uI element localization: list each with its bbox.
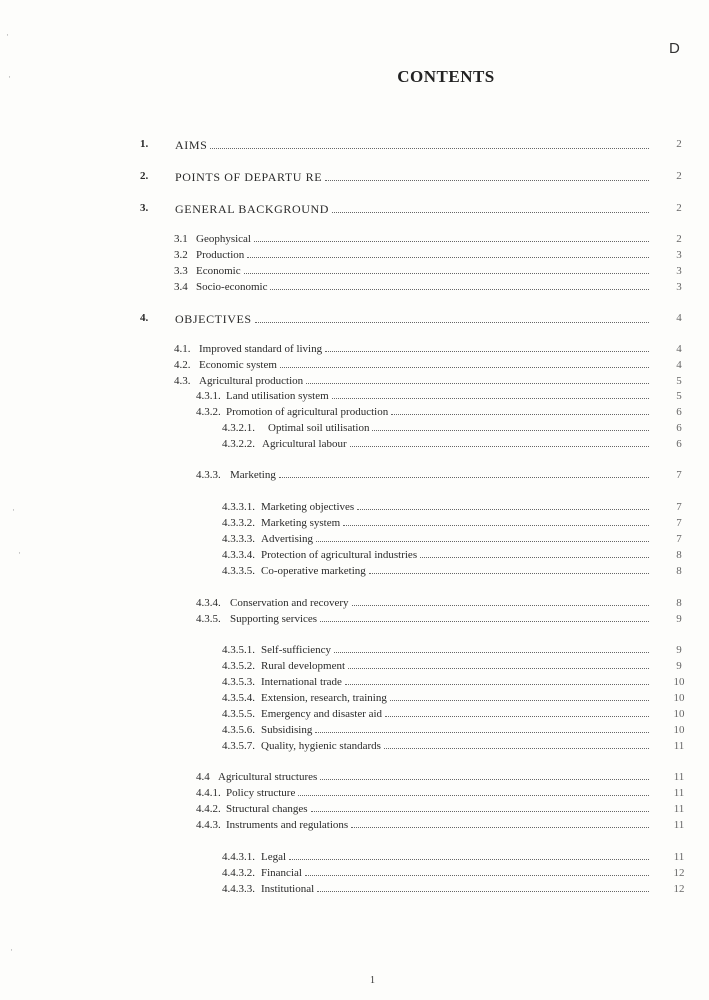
toc-entry-page: 2 <box>676 233 682 245</box>
toc-entry-number: 4.3.5.1. <box>222 644 255 656</box>
toc-entry-page: 4 <box>676 359 682 371</box>
toc-entry-page: 2 <box>676 202 682 214</box>
toc-entry-label: Extension, research, training <box>261 692 387 704</box>
dot-leader <box>357 509 649 510</box>
toc-entry <box>0 249 709 265</box>
toc-entry-label: Supporting services <box>230 613 318 625</box>
toc-entry-number: 4.3.2.1. <box>222 422 255 434</box>
toc-entry-label: Geophysical <box>196 233 251 245</box>
dot-leader <box>343 525 649 526</box>
toc-entry-label: Promotion of agricultural production <box>226 406 389 418</box>
scan-speck: · <box>10 945 13 955</box>
toc-entry <box>0 170 709 186</box>
toc-entry <box>0 343 709 359</box>
toc-entry-page: 8 <box>676 565 682 577</box>
dot-leader <box>325 180 649 181</box>
toc-entry-number: 4.3.5.7. <box>222 740 255 752</box>
toc-entry <box>0 281 709 297</box>
toc-entry-number: 3.2 <box>174 249 188 261</box>
toc-entry-page: 12 <box>673 867 685 879</box>
toc-entry-page: 7 <box>676 533 682 545</box>
toc-entry-label: Optimal soil utilisation <box>268 422 370 434</box>
toc-entry-number: 4.3.5.2. <box>222 660 255 672</box>
dot-leader <box>385 716 649 717</box>
dot-leader <box>244 273 649 274</box>
dot-leader <box>306 383 649 384</box>
toc-entry-number: 4.4.3.2. <box>222 867 255 879</box>
toc-entry-number: 4.3. <box>174 375 191 387</box>
toc-entry-number: 4.3.3.4. <box>222 549 255 561</box>
toc-entry-label: Self-sufficiency <box>261 644 332 656</box>
toc-entry-number: 4.4.3.3. <box>222 883 255 895</box>
toc-entry-label: Financial <box>261 867 302 879</box>
toc-entry-number: 3.4 <box>174 281 188 293</box>
toc-entry-number: 4.3.3.3. <box>222 533 255 545</box>
toc-entry-page: 9 <box>676 613 682 625</box>
dot-leader <box>372 430 649 431</box>
toc-entry-number: 3. <box>140 202 149 214</box>
toc-entry <box>0 469 709 485</box>
toc-entry-page: 2 <box>676 170 682 182</box>
scan-speck: · <box>12 505 15 515</box>
page-title: CONTENTS <box>397 67 495 86</box>
toc-entry <box>0 771 709 787</box>
toc-entry-number: 4.4.1. <box>196 787 221 799</box>
toc-entry-number: 4.3.3.5. <box>222 565 255 577</box>
toc-entry <box>0 359 709 375</box>
toc-entry-label: AIMS <box>175 138 208 152</box>
toc-entry-label: Legal <box>261 851 287 863</box>
toc-entry-label: Marketing <box>230 469 276 481</box>
toc-entry-number: 4.4.2. <box>196 803 221 815</box>
toc-entry-number: 4.3.1. <box>196 390 221 402</box>
dot-leader <box>384 748 649 749</box>
toc-entry <box>0 549 709 565</box>
dot-leader <box>325 351 649 352</box>
toc-entry-label: Rural development <box>261 660 346 672</box>
toc-entry <box>0 375 709 391</box>
toc-entry-label: POINTS OF DEPARTU RE <box>175 170 323 184</box>
toc-entry-page: 6 <box>676 438 682 450</box>
toc-entry-label: Production <box>196 249 245 261</box>
toc-entry-page: 7 <box>676 517 682 529</box>
toc-entry-label: OBJECTIVES <box>175 312 252 326</box>
dot-leader <box>247 257 649 258</box>
toc-entry <box>0 883 709 899</box>
toc-entry <box>0 533 709 549</box>
toc-entry <box>0 787 709 803</box>
toc-entry-number: 4.3.5.3. <box>222 676 255 688</box>
toc-entry-page: 4 <box>676 343 682 355</box>
toc-entry-page: 8 <box>676 597 682 609</box>
toc-entry-label: Marketing system <box>261 517 341 529</box>
toc-entry-number: 4.2. <box>174 359 191 371</box>
toc-entry-number: 4.3.5. <box>196 613 221 625</box>
dot-leader <box>254 241 649 242</box>
corner-mark: D <box>669 40 680 57</box>
toc-entry-label: Agricultural production <box>199 375 304 387</box>
toc-entry <box>0 660 709 676</box>
dot-leader <box>316 541 649 542</box>
toc-entry <box>0 676 709 692</box>
toc-entry-label: Quality, hygienic standards <box>261 740 381 752</box>
toc-entry-label: Agricultural labour <box>262 438 347 450</box>
toc-entry-label: Institutional <box>261 883 315 895</box>
dot-leader <box>289 859 649 860</box>
toc-entry <box>0 422 709 438</box>
toc-entry-number: 4.3.5.4. <box>222 692 255 704</box>
toc-entry-label: Land utilisation system <box>226 390 329 402</box>
toc-entry-page: 10 <box>673 676 685 688</box>
toc-entry-number: 4.3.3.1. <box>222 501 255 513</box>
toc-entry-page: 11 <box>673 851 685 863</box>
toc-entry-page: 10 <box>673 692 685 704</box>
toc-entry-number: 4.3.5.6. <box>222 724 255 736</box>
toc-entry-page: 4 <box>676 312 682 324</box>
toc-entry-label: Policy structure <box>226 787 296 799</box>
toc-entry <box>0 406 709 422</box>
dot-leader <box>390 700 649 701</box>
dot-leader <box>305 875 649 876</box>
dot-leader <box>334 652 649 653</box>
toc-entry-page: 11 <box>673 771 685 783</box>
toc-entry <box>0 517 709 533</box>
toc-entry-page: 12 <box>673 883 685 895</box>
toc-entry-label: Instruments and regulations <box>226 819 349 831</box>
toc-entry <box>0 613 709 629</box>
dot-leader <box>311 811 649 812</box>
toc-entry <box>0 597 709 613</box>
scan-speck: · <box>6 30 9 40</box>
toc-entry-page: 7 <box>676 501 682 513</box>
toc-entry <box>0 740 709 756</box>
toc-entry-page: 5 <box>676 390 682 402</box>
toc-entry-label: Improved standard of living <box>199 343 323 355</box>
toc-entry <box>0 803 709 819</box>
dot-leader <box>270 289 649 290</box>
scan-speck: · <box>18 548 21 558</box>
toc-entry-number: 4.4 <box>196 771 210 783</box>
dot-leader <box>298 795 649 796</box>
toc-entry-page: 5 <box>676 375 682 387</box>
toc-entry-page: 11 <box>673 787 685 799</box>
toc-entry-page: 11 <box>673 740 685 752</box>
toc-entry-number: 4.3.3. <box>196 469 221 481</box>
toc-entry-page: 2 <box>676 138 682 150</box>
dot-leader <box>332 212 649 213</box>
toc-entry <box>0 644 709 660</box>
toc-entry-label: Conservation and recovery <box>230 597 349 609</box>
toc-entry <box>0 390 709 406</box>
toc-entry <box>0 692 709 708</box>
toc-entry-label: Structural changes <box>226 803 308 815</box>
toc-entry-number: 4.4.3. <box>196 819 221 831</box>
toc-entry-label: Advertising <box>261 533 313 545</box>
dot-leader <box>351 827 649 828</box>
toc-entry-page: 9 <box>676 644 682 656</box>
dot-leader <box>320 779 649 780</box>
toc-entry-page: 10 <box>673 724 685 736</box>
toc-entry-label: Co-operative marketing <box>261 565 366 577</box>
toc-entry <box>0 867 709 883</box>
toc-entry-label: International trade <box>261 676 342 688</box>
dot-leader <box>279 477 649 478</box>
toc-entry-number: 4.3.2. <box>196 406 221 418</box>
toc-entry-page: 9 <box>676 660 682 672</box>
dot-leader <box>345 684 649 685</box>
toc-entry-label: Agricultural structures <box>218 771 318 783</box>
toc-entry <box>0 138 709 154</box>
toc-entry-label: Protection of agricultural industries <box>261 549 418 561</box>
toc-entry-label: Economic <box>196 265 241 277</box>
toc-entry <box>0 438 709 454</box>
toc-entry <box>0 724 709 740</box>
dot-leader <box>391 414 649 415</box>
dot-leader <box>369 573 649 574</box>
scan-speck: · <box>8 72 11 82</box>
toc-entry-number: 3.1 <box>174 233 188 245</box>
toc-entry <box>0 202 709 218</box>
toc-entry-label: GENERAL BACKGROUND <box>175 202 330 216</box>
dot-leader <box>210 148 649 149</box>
toc-entry-number: 2. <box>140 170 149 182</box>
toc-entry <box>0 265 709 281</box>
dot-leader <box>348 668 649 669</box>
toc-entry-number: 4.3.2.2. <box>222 438 255 450</box>
toc-entry <box>0 565 709 581</box>
toc-entry-number: 4. <box>140 312 149 324</box>
dot-leader <box>420 557 649 558</box>
dot-leader <box>352 605 649 606</box>
toc-entry-number: 4.4.3.1. <box>222 851 255 863</box>
toc-entry <box>0 312 709 328</box>
toc-entry-page: 10 <box>673 708 685 720</box>
toc-entry-page: 6 <box>676 406 682 418</box>
dot-leader <box>350 446 649 447</box>
toc-entry-number: 4.1. <box>174 343 191 355</box>
dot-leader <box>255 322 649 323</box>
toc-entry-number: 4.3.5.5. <box>222 708 255 720</box>
dot-leader <box>317 891 649 892</box>
dot-leader <box>320 621 649 622</box>
toc-entry-number: 1. <box>140 138 149 150</box>
toc-entry-page: 7 <box>676 469 682 481</box>
toc-entry <box>0 708 709 724</box>
toc-entry-number: 4.3.4. <box>196 597 221 609</box>
toc-entry-number: 3.3 <box>174 265 188 277</box>
dot-leader <box>332 398 649 399</box>
toc-entry-number: 4.3.3.2. <box>222 517 255 529</box>
toc-entry-label: Subsidising <box>261 724 313 736</box>
toc-entry-page: 8 <box>676 549 682 561</box>
toc-entry-page: 6 <box>676 422 682 434</box>
toc-entry <box>0 233 709 249</box>
toc-entry-label: Socio-economic <box>196 281 268 293</box>
toc-entry-label: Marketing objectives <box>261 501 355 513</box>
toc-entry <box>0 819 709 835</box>
page-number: 1 <box>370 975 375 986</box>
dot-leader <box>315 732 649 733</box>
toc-entry-label: Emergency and disaster aid <box>261 708 383 720</box>
toc-entry-page: 3 <box>676 249 682 261</box>
toc-entry <box>0 851 709 867</box>
toc-entry-page: 11 <box>673 803 685 815</box>
toc-entry-page: 3 <box>676 265 682 277</box>
dot-leader <box>280 367 649 368</box>
toc-entry-page: 3 <box>676 281 682 293</box>
toc-entry <box>0 501 709 517</box>
toc-entry-label: Economic system <box>199 359 277 371</box>
toc-entry-page: 11 <box>673 819 685 831</box>
